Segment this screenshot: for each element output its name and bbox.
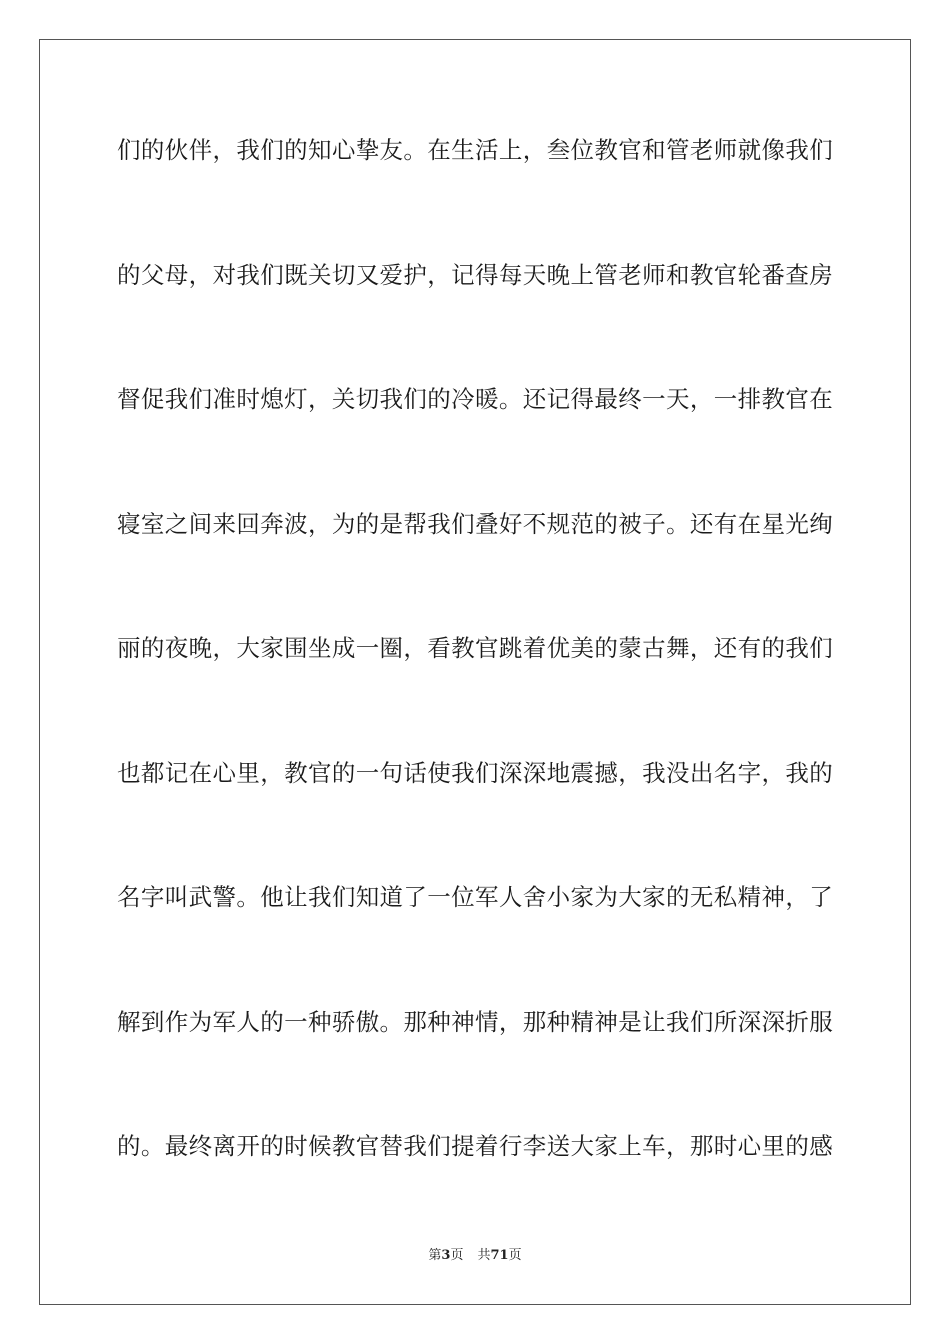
text-line-8: 解到作为军人的一种骄傲。那种神情，那种精神是让我们所深深折服 bbox=[117, 1008, 833, 1036]
page-border bbox=[39, 39, 911, 1305]
text-line-6: 也都记在心里，教官的一句话使我们深深地震撼，我没出名字，我的 bbox=[117, 759, 833, 787]
page-footer bbox=[0, 1247, 950, 1265]
total-suffix: 页 bbox=[508, 1248, 522, 1263]
text-line-4: 寝室之间来回奔波，为的是帮我们叠好不规范的被子。还有在星光绚 bbox=[117, 510, 833, 538]
text-line-9: 的。最终离开的时候教官替我们提着行李送大家上车，那时心里的感 bbox=[117, 1132, 833, 1160]
text-line-7: 名字叫武警。他让我们知道了一位军人舍小家为大家的无私精神，了 bbox=[117, 883, 833, 911]
text-line-1: 们的伙伴，我们的知心挚友。在生活上，叁位教官和管老师就像我们 bbox=[117, 136, 833, 164]
text-line-5: 丽的夜晚，大家围坐成一圈，看教官跳着优美的蒙古舞，还有的我们 bbox=[117, 634, 833, 662]
total-pages: 71 bbox=[490, 1248, 509, 1263]
total-prefix: 共 bbox=[477, 1248, 491, 1263]
text-line-2: 的父母，对我们既关切又爱护，记得每天晚上管老师和教官轮番查房 bbox=[117, 261, 833, 289]
page-prefix: 第 bbox=[428, 1248, 442, 1263]
page-suffix: 页 bbox=[450, 1248, 464, 1263]
page-number: 3 bbox=[441, 1248, 451, 1263]
text-line-3: 督促我们准时熄灯，关切我们的冷暖。还记得最终一天，一排教官在 bbox=[117, 385, 833, 413]
